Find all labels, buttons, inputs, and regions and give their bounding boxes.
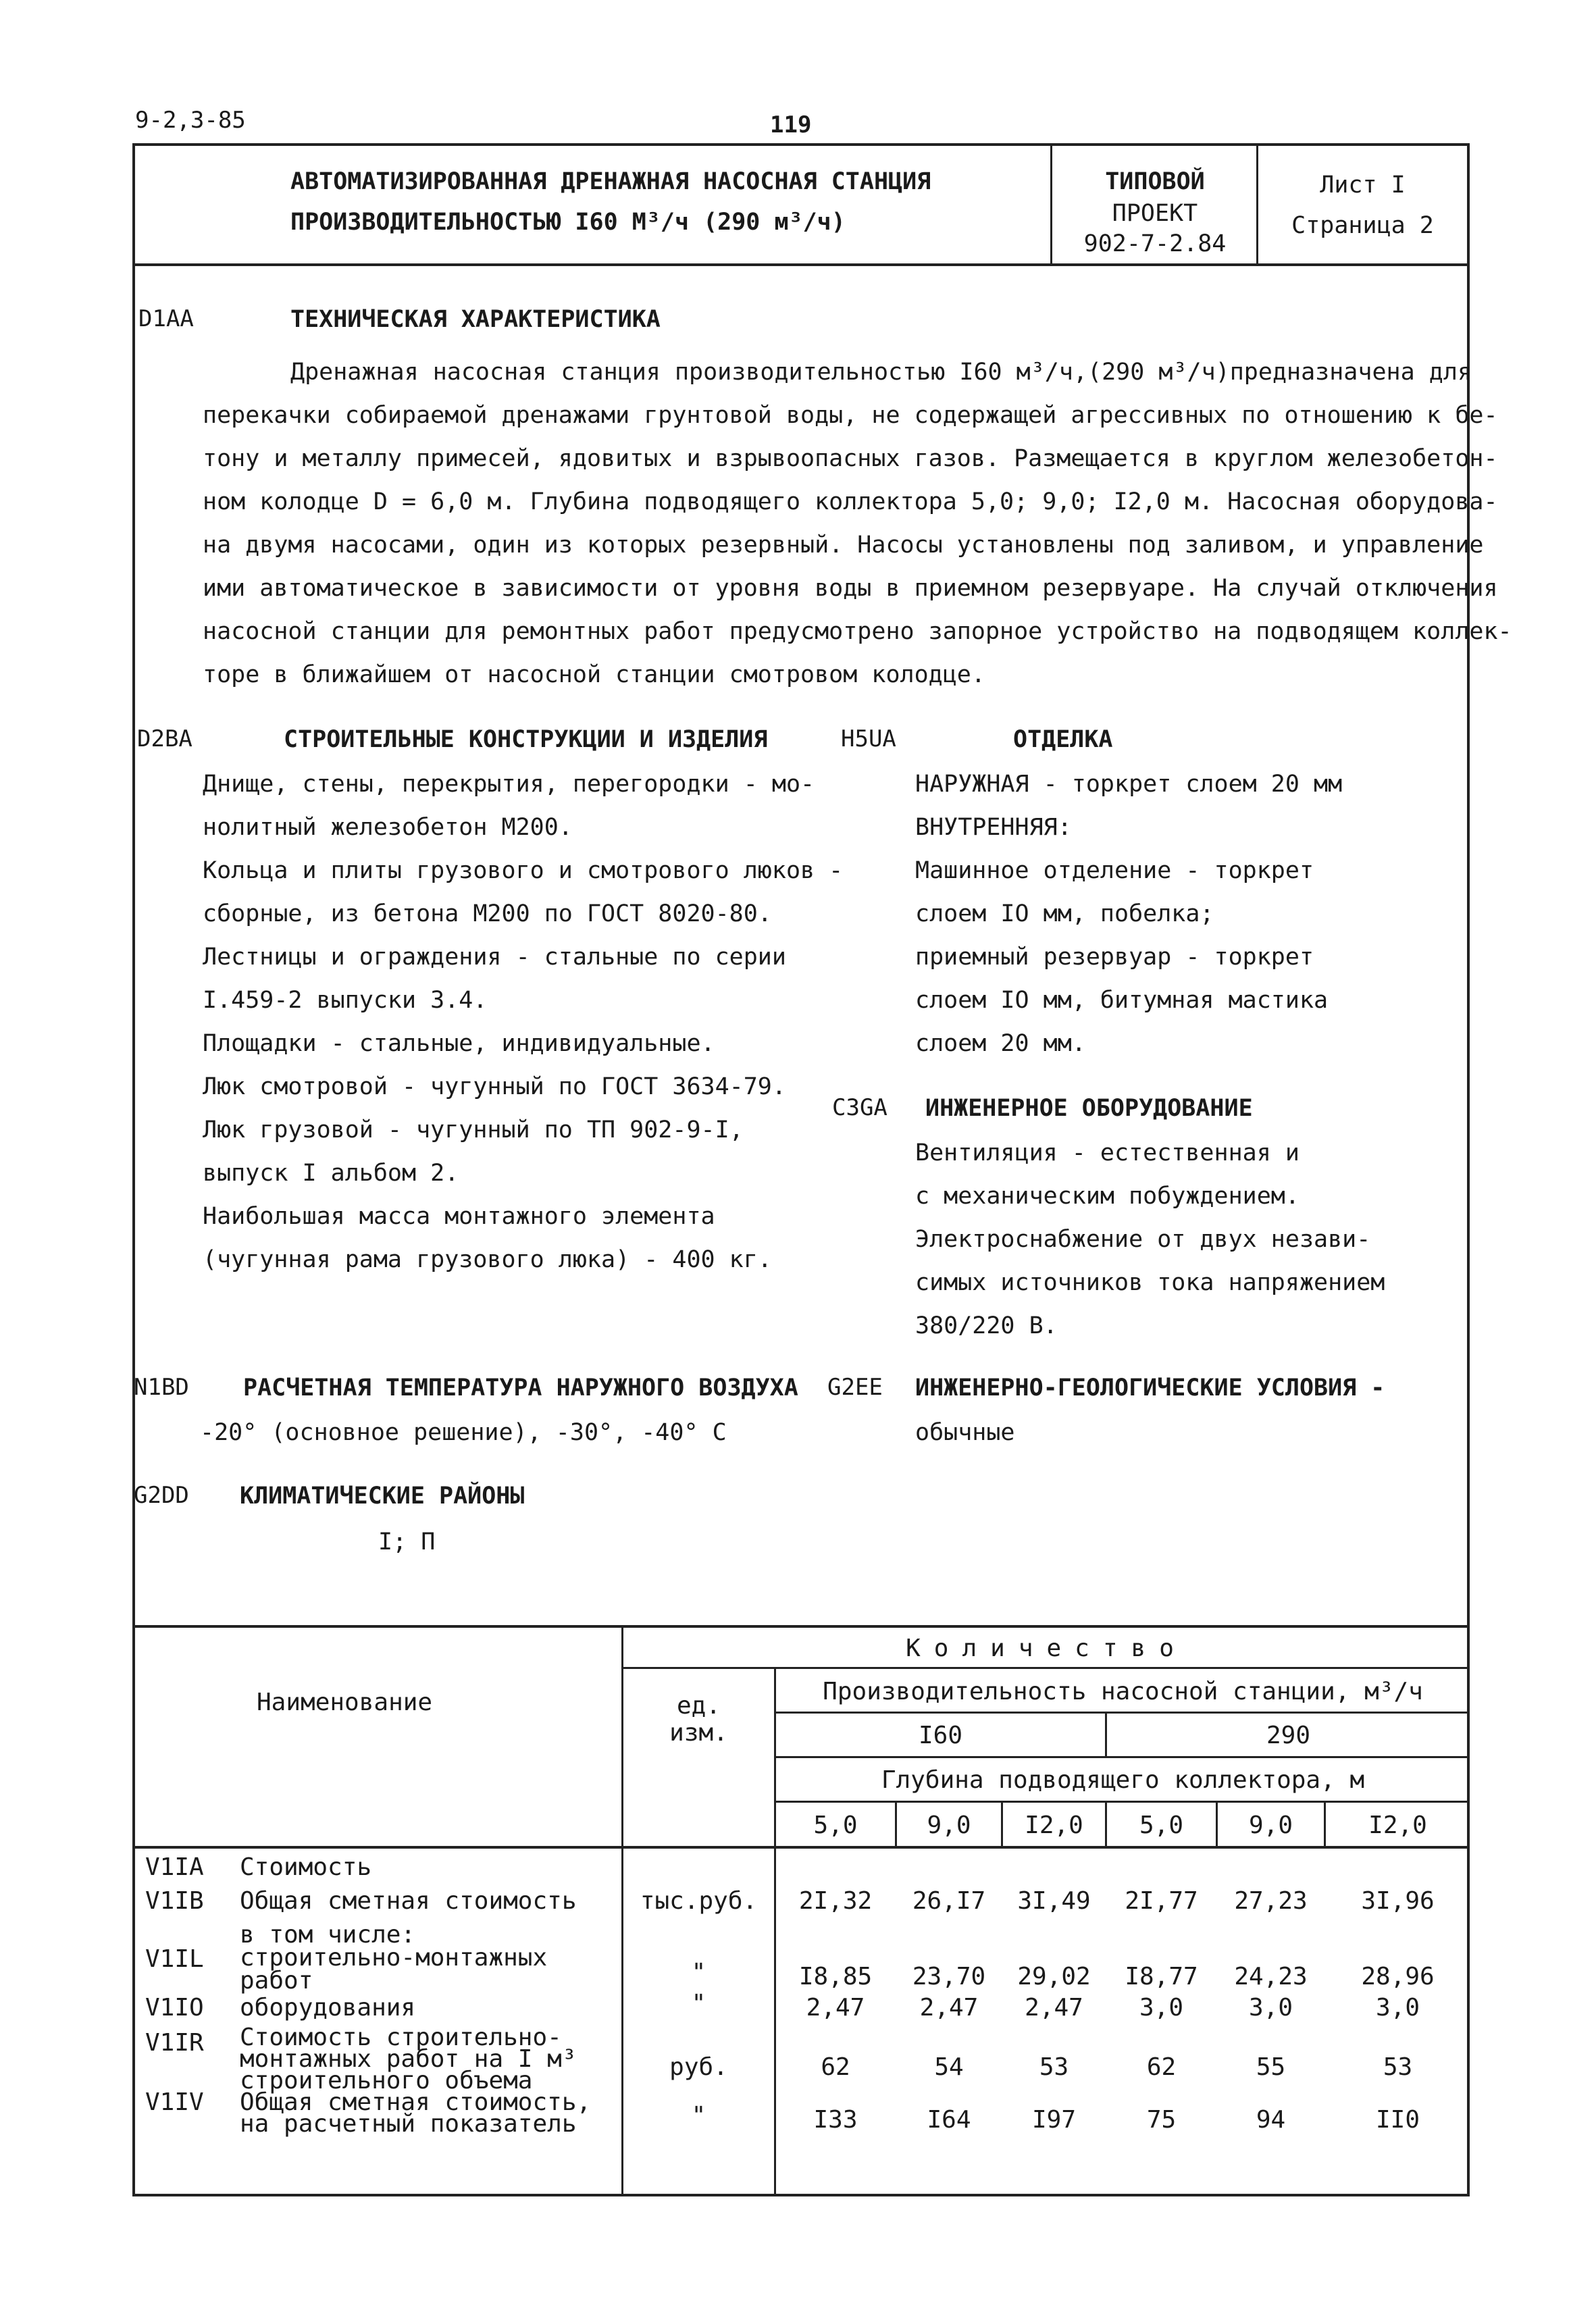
cell: 29,02 <box>1017 1963 1091 1990</box>
depth-12-290: I2,0 <box>1368 1811 1427 1839</box>
cell: I8,85 <box>798 1963 873 1990</box>
col-header-cap-290: 290 <box>1266 1722 1311 1749</box>
tech-line: торе в ближайшем от насосной станции смотровом колодце. <box>203 661 985 688</box>
row-code: V1IL <box>145 1945 204 1973</box>
equipment-line: 380/220 В. <box>915 1312 1058 1339</box>
title-line-1: АВТОМАТИЗИРОВАННАЯ ДРЕНАЖНАЯ НАСОСНАЯ СТАНЦИЯ <box>290 168 931 195</box>
finish-line: ВНУТРЕННЯЯ: <box>915 814 1072 841</box>
cell: 75 <box>1146 2106 1177 2134</box>
row-unit: " <box>691 1959 706 1986</box>
col-header-capacity: Производительность насосной станции, м³/ч <box>823 1678 1423 1705</box>
construction-line: Площадки - стальные, индивидуальные. <box>203 1030 715 1057</box>
row-code: V1IB <box>145 1887 204 1915</box>
temperature-code: N1BD <box>134 1374 189 1401</box>
construction-line: I.459-2 выпуски 3.4. <box>203 987 488 1014</box>
construction-line: нолитный железобетон М200. <box>203 814 573 841</box>
depth-5-160: 5,0 <box>813 1811 858 1839</box>
cell: 55 <box>1256 2053 1286 2081</box>
cell: 2,47 <box>1025 1994 1083 2022</box>
finish-line: приемный резервуар - торкрет <box>915 944 1314 971</box>
cell: 53 <box>1039 2053 1069 2081</box>
finish-line: НАРУЖНАЯ - торкрет слоем 20 мм <box>915 771 1343 798</box>
page-number: 119 <box>770 111 812 138</box>
row-name: Общая сметная стоимость <box>240 1887 577 1915</box>
depth-5-290: 5,0 <box>1139 1811 1184 1839</box>
climate-code: G2DD <box>134 1482 189 1509</box>
geology-code: G2EE <box>827 1374 883 1401</box>
depth-12-160: I2,0 <box>1025 1811 1083 1839</box>
depth-9-160: 9,0 <box>927 1811 971 1839</box>
tech-line: ими автоматическое в зависимости от уровня воды в приемном резервуаре. На случай отключения <box>203 575 1498 602</box>
row-name: Общая сметная стоимость, <box>240 2088 592 2116</box>
project-type: ТИПОВОЙ <box>1105 168 1205 195</box>
construction-line: Днище, стены, перекрытия, перегородки - мо- <box>203 771 815 798</box>
row-name: работ <box>240 1967 313 1995</box>
construction-line: выпуск I альбом 2. <box>203 1160 459 1187</box>
finish-line: слоем IO мм, побелка; <box>915 900 1214 927</box>
finish-line: Машинное отделение - торкрет <box>915 857 1314 884</box>
row-unit: руб. <box>669 2053 728 2081</box>
col-header-cap-160: I60 <box>918 1722 963 1749</box>
row-name: строительно-монтажных <box>240 1944 548 1972</box>
row-code: V1IO <box>145 1994 204 2022</box>
cell: 2I,77 <box>1125 1887 1198 1915</box>
temperature-value: -20° (основное решение), -30°, -40° С <box>200 1419 727 1446</box>
equipment-code: C3GA <box>832 1094 887 1121</box>
construction-line: Кольца и плиты грузового и смотрового люков - <box>203 857 844 884</box>
finish-code: H5UA <box>841 725 896 752</box>
row-unit: " <box>691 2102 706 2130</box>
tech-line: ном колодце D = 6,0 м. Глубина подводящего коллектора 5,0; 9,0; I2,0 м. Насосная оборудова- <box>203 488 1498 515</box>
col-header-name: Наименование <box>257 1689 433 1716</box>
cell: 3I,96 <box>1361 1887 1435 1915</box>
construction-code: D2BA <box>137 725 192 752</box>
tech-line: насосной станции для ремонтных работ предусмотрено запорное устройство на подводящем коллек- <box>203 618 1512 645</box>
geology-value: обычные <box>915 1419 1015 1446</box>
row-name: на расчетный показатель <box>240 2110 577 2138</box>
cell: 3,0 <box>1248 1994 1293 2022</box>
row-code: V1IA <box>145 1853 204 1881</box>
cell: 3,0 <box>1375 1994 1420 2022</box>
finish-line: слоем 20 мм. <box>915 1030 1086 1057</box>
cell: 23,70 <box>912 1963 986 1990</box>
cell: 3,0 <box>1139 1994 1184 2022</box>
climate-title: КЛИМАТИЧЕСКИЕ РАЙОНЫ <box>240 1483 525 1510</box>
equipment-line: с механическим побуждением. <box>915 1183 1299 1210</box>
row-unit: " <box>691 1990 706 2017</box>
cell: 53 <box>1383 2053 1413 2081</box>
cell: 54 <box>934 2053 964 2081</box>
temperature-title: РАСЧЕТНАЯ ТЕМПЕРАТУРА НАРУЖНОГО ВОЗДУХА <box>243 1374 798 1402</box>
cell: I97 <box>1031 2106 1077 2134</box>
construction-line: Люк смотровой - чугунный по ГОСТ 3634-79. <box>203 1073 786 1100</box>
cell: 3I,49 <box>1017 1887 1091 1915</box>
row-name: в том числе: <box>240 1921 416 1949</box>
construction-line: Люк грузовой - чугунный по ТП 902-9-I, <box>203 1116 744 1143</box>
cell: 2I,32 <box>798 1887 873 1915</box>
title-line-2: ПРОИЗВОДИТЕЛЬНОСТЬЮ I60 М³/ч (290 м³/ч) <box>290 209 846 236</box>
project-word: ПРОЕКТ <box>1112 200 1198 227</box>
page-label: Страница 2 <box>1291 212 1434 239</box>
equipment-line: Вентиляция - естественная и <box>915 1139 1299 1166</box>
col-header-unit-1: ед. <box>676 1692 721 1720</box>
col-header-unit-2: изм. <box>669 1719 728 1747</box>
construction-title: СТРОИТЕЛЬНЫЕ КОНСТРУКЦИИ И ИЗДЕЛИЯ <box>284 726 768 753</box>
cell: I64 <box>927 2106 971 2134</box>
cell: I8,77 <box>1125 1963 1198 1990</box>
construction-line: Лестницы и ограждения - стальные по серии <box>203 944 786 971</box>
cell: 26,I7 <box>912 1887 986 1915</box>
equipment-line: симых источников тока напряжением <box>915 1269 1385 1296</box>
cell: 62 <box>821 2053 850 2081</box>
climate-value: I; П <box>378 1528 436 1555</box>
tech-title: ТЕХНИЧЕСКАЯ ХАРАКТЕРИСТИКА <box>290 306 661 333</box>
cell: I33 <box>813 2106 858 2134</box>
equipment-title: ИНЖЕНЕРНОЕ ОБОРУДОВАНИЕ <box>925 1095 1253 1122</box>
cell: 94 <box>1256 2106 1286 2134</box>
finish-line: слоем IO мм, битумная мастика <box>915 987 1329 1014</box>
sheet-label: Лист I <box>1320 172 1406 199</box>
tech-line: Дренажная насосная станция производительностью I60 м³/ч,(290 м³/ч)предназначена для <box>290 359 1472 386</box>
row-unit: тыс.руб. <box>640 1887 758 1915</box>
row-name: оборудования <box>240 1994 416 2022</box>
tech-code: D1AA <box>138 305 194 332</box>
tech-line: тону и металлу примесей, ядовитых и взрывоопасных газов. Размещается в круглом железобетон- <box>203 445 1498 472</box>
cell: 27,23 <box>1234 1887 1308 1915</box>
tech-line: на двумя насосами, один из которых резервный. Насосы установлены под заливом, и управление <box>203 532 1484 559</box>
cell: II0 <box>1375 2106 1420 2134</box>
cell: 2,47 <box>919 1994 979 2022</box>
cell: 62 <box>1146 2053 1177 2081</box>
cell: 2,47 <box>806 1994 865 2022</box>
depth-9-290: 9,0 <box>1248 1811 1293 1839</box>
row-code: V1IV <box>145 2088 204 2116</box>
construction-line: сборные, из бетона М200 по ГОСТ 8020-80. <box>203 900 772 927</box>
row-name: монтажных работ на I м³ <box>240 2045 577 2073</box>
col-header-quantity: Количество <box>906 1635 1187 1662</box>
tech-line: перекачки собираемой дренажами грунтовой воды, не содержащей агрессивных по отношению к бе- <box>203 402 1498 429</box>
row-name: строительного объема <box>240 2067 533 2094</box>
col-header-depth: Глубина подводящего коллектора, м <box>881 1766 1365 1794</box>
doc-code: 9-2,3-85 <box>135 107 246 134</box>
cell: 28,96 <box>1361 1963 1435 1990</box>
row-name: Стоимость строительно- <box>240 2024 562 2051</box>
finish-title: ОТДЕЛКА <box>1013 726 1113 753</box>
project-number: 902-7-2.84 <box>1083 230 1227 257</box>
construction-line: Наибольшая масса монтажного элемента <box>203 1203 715 1230</box>
geology-title: ИНЖЕНЕРНО-ГЕОЛОГИЧЕСКИЕ УСЛОВИЯ - <box>915 1374 1385 1402</box>
equipment-line: Электроснабжение от двух незави- <box>915 1226 1371 1253</box>
construction-line: (чугунная рама грузового люка) - 400 кг. <box>203 1246 772 1273</box>
cell: 24,23 <box>1234 1963 1308 1990</box>
row-code: V1IR <box>145 2029 204 2057</box>
row-name: Стоимость <box>240 1853 372 1881</box>
